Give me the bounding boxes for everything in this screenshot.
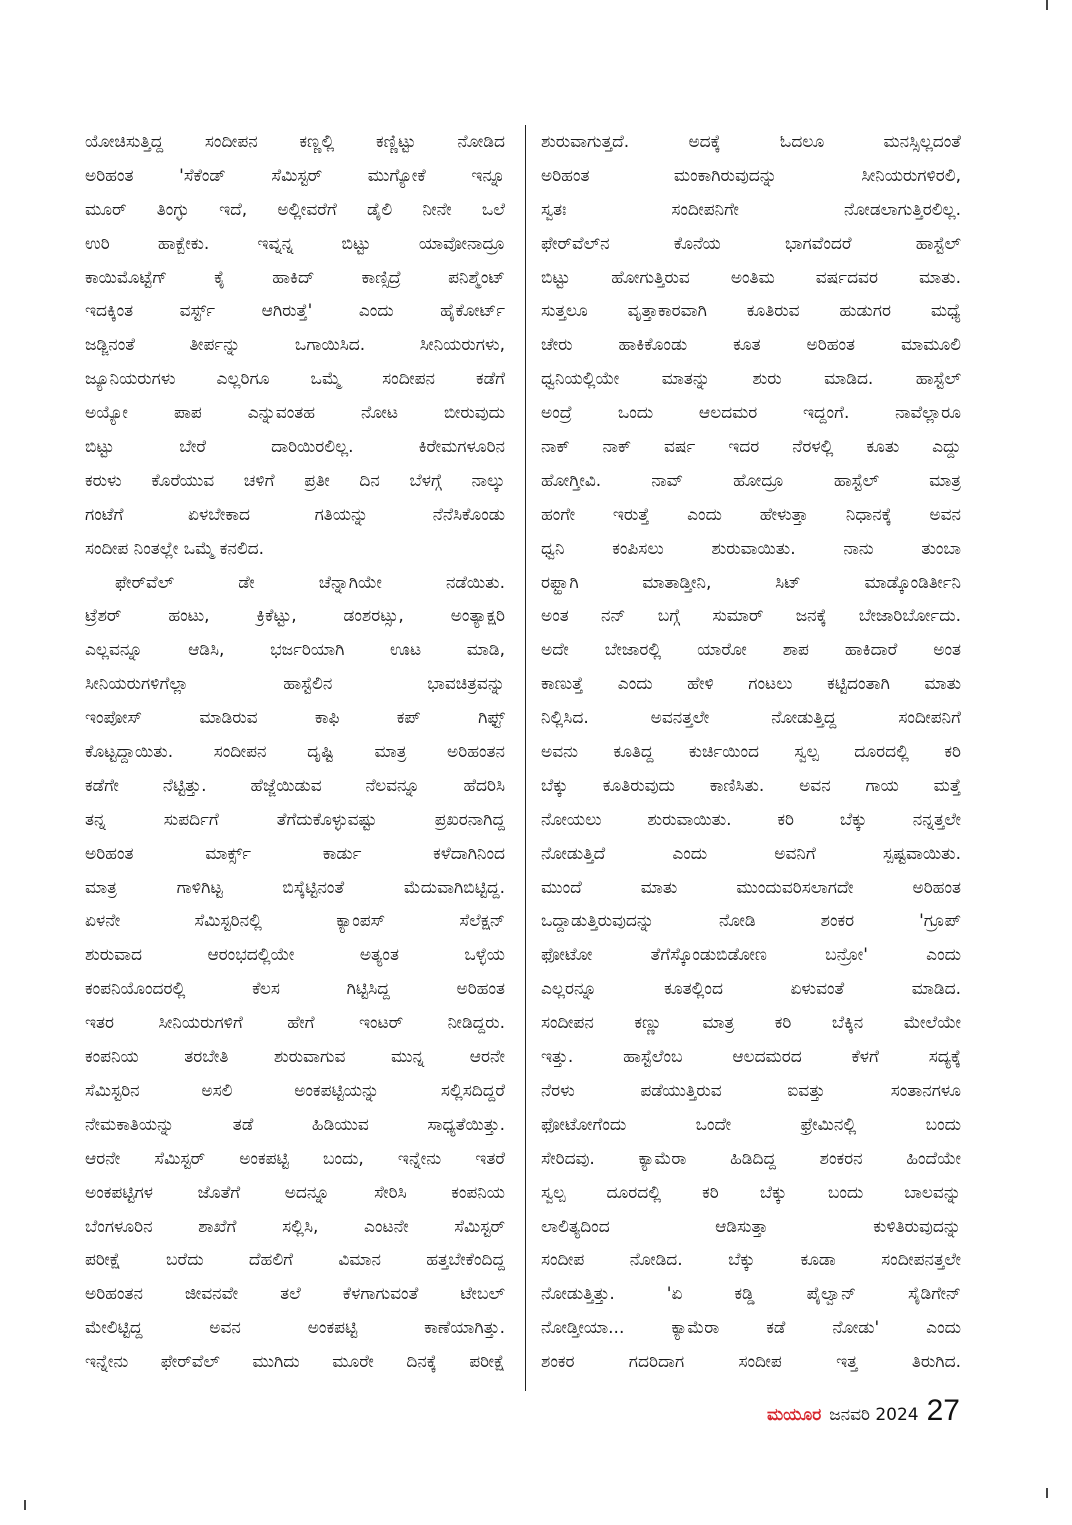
text-line: ಶಂಕರ ಗದರಿದಾಗ ಸಂದೀಪ ಇತ್ತ ತಿರುಗಿದ. [541,1352,961,1373]
text-line: ಸ್ವಲ್ಪ ದೂರದಲ್ಲಿ ಕರಿ ಬೆಕ್ಕು ಬಂದು ಬಾಲವನ್ನು [541,1182,961,1203]
text-line: ಸಂದೀಪ ನೋಡಿದ. ಬೆಕ್ಕು ಕೂಡಾ ಸಂದೀಪನತ್ತಲೇ [541,1250,961,1271]
right-column [541,126,961,1380]
text-line: ಇತ್ತು. ಹಾಸ್ಟೆಲೆಂಬ ಆಲದಮರದ ಕೆಳಗೆ ಸದ್ಯಕ್ಕೆ [541,1047,961,1068]
text-line: ಇತರ ಸೀನಿಯರುಗಳಿಗೆ ಹೇಗೆ ಇಂಟರ್ ನೀಡಿದ್ದರು. [85,1013,505,1034]
text-line: ಬಿಟ್ಟು ಹೋಗುತ್ತಿರುವ ಅಂತಿಮ ವರ್ಷದವರ ಮಾತು. [541,267,961,288]
text-line: ಅರಿಹಂತ ಮಂಕಾಗಿರುವುದನ್ನು ಸೀನಿಯರುಗಳಿರಲಿ, [541,165,961,186]
text-line: ನೋಡುತ್ತಿತ್ತು. 'ಏ ಕಡ್ಡಿ ಪೈಲ್ವಾನ್ ಸೈಡಿಗೇನ್ [541,1284,961,1305]
text-line: ನೋಡುತ್ತಿದೆ ಎಂದು ಅವನಿಗೆ ಸ್ಪಷ್ಟವಾಯಿತು. [541,843,961,864]
text-line: ಕಂಪನಿಯೊಂದರಲ್ಲಿ ಕೆಲಸ ಗಿಟ್ಟಿಸಿದ್ದ ಅರಿಹಂತ [85,979,505,1000]
text-line: ಕಂಪನಿಯ ತರಬೇತಿ ಶುರುವಾಗುವ ಮುನ್ನ ಆರನೇ [85,1047,505,1068]
text-line: ಇಂಪೋಸ್ ಮಾಡಿರುವ ಕಾಫಿ ಕಪ್ ಗಿಫ್ಟ್ [85,708,505,729]
text-line: ಸಂದೀಪ ನಿಂತಲ್ಲೇ ಒಮ್ಮೆ ಕನಲಿದ. [85,538,265,559]
text-line: ಅಂಕಪಟ್ಟಿಗಳ ಜೊತೆಗೆ ಅದನ್ನೂ ಸೇರಿಸಿ ಕಂಪನಿಯ [85,1182,505,1203]
text-line: ಸ್ವತಃ ಸಂದೀಪನಿಗೇ ನೋಡಲಾಗುತ್ತಿರಲಿಲ್ಲ. [541,199,961,220]
text-line: ಅಂದ್ರೆ ಒಂದು ಆಲದಮರ ಇದ್ದಂಗೆ. ನಾವೆಲ್ಲಾರೂ [541,403,961,424]
text-line: ಫೇರ್‌ವೆಲ್‌ನ ಕೊನೆಯ ಭಾಗವೆಂದರೆ ಹಾಸ್ಟೆಲ್ [541,233,961,254]
text-line: ಮೂರ್ ತಿಂಗ್ಳು ಇದೆ, ಅಲ್ಲೀವರೆಗೆ ಡೈಲಿ ನೀನೇ ಒಲೆ [85,199,505,220]
text-line: ಎಲ್ಲರನ್ನೂ ಕೂತಲ್ಲಿಂದ ಏಳುವಂತೆ ಮಾಡಿದ. [541,979,961,1000]
text-line: ಕೊಟ್ಟದ್ದಾಯಿತು. ಸಂದೀಪನ ದೃಷ್ಟಿ ಮಾತ್ರ ಅರಿಹಂತನ [85,742,505,763]
text-line: ಕಡೆಗೇ ನೆಟ್ಟಿತ್ತು. ಹೆಜ್ಜೆಯಿಡುವ ನೆಲವನ್ನೂ ಹೆದರಿಸಿ [85,775,505,796]
text-line: ನೇಮಕಾತಿಯನ್ನು ತಡೆ ಹಿಡಿಯುವ ಸಾಧ್ಯತೆಯಿತ್ತು. [85,1114,505,1135]
text-line: ಟ್ರೆಶರ್ ಹಂಟು, ಕ್ರಿಕೆಟ್ಟು, ಡಂಶರಟ್ಸು, ಅಂತ್ಯಾಕ್ಷರಿ [85,606,505,627]
text-line: ಅಯ್ಯೋ ಪಾಪ ಎನ್ನುವಂತಹ ನೋಟ ಬೀರುವುದು [85,403,505,424]
text-line: ತನ್ನ ಸುಪರ್ದಿಗೆ ತೆಗೆದುಕೊಳ್ಳುವಷ್ಟು ಪ್ರಖರನಾಗಿದ್ದ [85,809,505,830]
text-line: ಇನ್ನೇನು ಫೇರ್‌ವೆಲ್ ಮುಗಿದು ಮೂರೇ ದಿನಕ್ಕೆ ಪರೀಕ್ಷೆ [85,1352,505,1373]
crop-mark-bottom-left [24,1500,26,1510]
text-line: ಹಂಗೇ ಇರುತ್ತೆ ಎಂದು ಹೇಳುತ್ತಾ ನಿಧಾನಕ್ಕೆ ಅವನ [541,504,961,525]
text-line: ಅರಿಹಂತ 'ಸೆಕೆಂಡ್ ಸೆಮಿಸ್ಟರ್ ಮುಗ್ಯೋಕೆ ಇನ್ನೂ [85,165,505,186]
text-line: ಅದೇ ಬೇಜಾರಲ್ಲಿ ಯಾರೋ ಶಾಪ ಹಾಕಿದಾರೆ ಅಂತ [541,640,961,661]
text-line: ಸಂದೀಪನ ಕಣ್ಣು ಮಾತ್ರ ಕರಿ ಬೆಕ್ಕಿನ ಮೇಲೆಯೇ [541,1013,961,1034]
text-line: ಆರನೇ ಸೆಮಿಸ್ಟರ್ ಅಂಕಪಟ್ಟಿ ಬಂದು, ಇನ್ನೇನು ಇತರೆ [85,1148,505,1169]
text-line: ಜ್ಯೂನಿಯರುಗಳು ಎಲ್ಲರಿಗೂ ಒಮ್ಮೆ ಸಂದೀಪನ ಕಡೆಗೆ [85,369,505,390]
text-line: ಗಂಟೆಗೆ ಏಳಬೇಕಾದ ಗತಿಯನ್ನು ನೆನೆಸಿಕೊಂಡು [85,504,505,525]
text-line: ಕಾಣುತ್ತೆ ಎಂದು ಹೇಳಿ ಗಂಟಲು ಕಟ್ಟಿದಂತಾಗಿ ಮಾತು [541,674,961,695]
text-line: ಚೇರು ಹಾಕಿಕೊಂಡು ಕೂತ ಅರಿಹಂತ ಮಾಮೂಲಿ [541,335,961,356]
text-line: ಅವನು ಕೂತಿದ್ದ ಕುರ್ಚಿಯಿಂದ ಸ್ವಲ್ಪ ದೂರದಲ್ಲಿ ಕರಿ [541,742,961,763]
crop-mark-bottom-right [1046,1488,1048,1498]
text-line: ಹೋಗ್ತೀವಿ. ನಾವ್ ಹೋದ್ರೂ ಹಾಸ್ಟೆಲ್ ಮಾತ್ರ [541,470,961,491]
text-line: ಅರಿಹಂತನ ಜೀವನವೇ ತಲೆ ಕೆಳಗಾಗುವಂತೆ ಟೇಬಲ್ [85,1284,505,1305]
text-line: ಶುರುವಾಗುತ್ತದೆ. ಅದಕ್ಕೆ ಓದಲೂ ಮನಸ್ಸಿಲ್ಲದಂತೆ [541,132,961,152]
text-line: ಧ್ವನಿಯಲ್ಲಿಯೇ ಮಾತನ್ನು ಶುರು ಮಾಡಿದ. ಹಾಸ್ಟೆಲ್ [541,369,961,390]
text-line: ಎಲ್ಲವನ್ನೂ ಆಡಿಸಿ, ಭರ್ಜರಿಯಾಗಿ ಊಟ ಮಾಡಿ, [85,640,505,661]
text-line: ಸೇರಿದವು. ಕ್ಯಾಮೆರಾ ಹಿಡಿದಿದ್ದ ಶಂಕರನ ಹಿಂದೆಯೇ [541,1148,961,1169]
text-line: ಬಿಟ್ಟು ಬೇರೆ ದಾರಿಯಿರಲಿಲ್ಲ. ಕಿರೇಮಗಳೂರಿನ [85,437,505,458]
text-line: ಮುಂದೆ ಮಾತು ಮುಂದುವರಿಸಲಾಗದೇ ಅರಿಹಂತ [541,877,961,898]
text-line: ಇದಕ್ಕಿಂತ ವರ್ಸ್ಟ್ ಆಗಿರುತ್ತೆ' ಎಂದು ಹೈಕೋರ್ಟ್ [85,301,505,322]
text-line: ಸೀನಿಯರುಗಳಿಗೆಲ್ಲಾ ಹಾಸ್ಟೆಲಿನ ಭಾವಚಿತ್ರವನ್ನು [85,674,505,695]
text-line: ಮೇಲಿಟ್ಟಿದ್ದ ಅವನ ಅಂಕಪಟ್ಟಿ ಕಾಣೆಯಾಗಿತ್ತು. [85,1318,505,1339]
text-line: ನೋಯಲು ಶುರುವಾಯಿತು. ಕರಿ ಬೆಕ್ಕು ನನ್ನತ್ತಲೇ [541,809,961,830]
text-line: ಫೋಟೋಗೆಂದು ಒಂದೇ ಫ್ರೇಮಿನಲ್ಲಿ ಬಂದು [541,1114,961,1135]
text-line: ಫೋಟೋ ತೆಗೆಸ್ಕೊಂಡುಬಿಡೋಣ ಬನ್ರೋ' ಎಂದು [541,945,961,966]
text-line: ಅರಿಹಂತ ಮಾರ್ಕ್ಸ್ ಕಾರ್ಡು ಕಳೆದಾಗಿನಿಂದ [85,843,505,864]
text-line: ರಫ್ಹಾಗಿ ಮಾತಾಡ್ತೀನಿ, ಸಿಟ್ ಮಾಡ್ಕೊಂಡಿರ್ತೀನಿ [541,572,961,593]
left-column [85,126,505,1380]
text-line: ಧ್ವನಿ ಕಂಪಿಸಲು ಶುರುವಾಯಿತು. ನಾನು ತುಂಬಾ [541,538,961,559]
text-line: ನೆರಳು ಪಡೆಯುತ್ತಿರುವ ಐವತ್ತು ಸಂತಾನಗಳೂ [541,1080,961,1101]
text-line: ಸೆಮಿಸ್ಟರಿನ ಅಸಲಿ ಅಂಕಪಟ್ಟಿಯನ್ನು ಸಲ್ಲಿಸದಿದ್ದರೆ [85,1080,505,1101]
text-line: ಫೇರ್‌ವೆಲ್ ಡೇ ಚೆನ್ನಾಗಿಯೇ ನಡೆಯಿತು. [115,572,505,593]
text-line: ನಿಲ್ಲಿಸಿದ. ಅವನತ್ತಲೇ ನೋಡುತ್ತಿದ್ದ ಸಂದೀಪನಿಗೆ [541,708,961,729]
text-line: ಪರೀಕ್ಷೆ ಬರೆದು ದೆಹಲಿಗೆ ವಿಮಾನ ಹತ್ತಬೇಕೆಂದಿದ್ದ [85,1250,505,1271]
text-line: ಕರುಳು ಕೊರೆಯುವ ಚಳಿಗೆ ಪ್ರತೀ ದಿನ ಬೆಳಗ್ಗೆ ನಾಲ್ಕು [85,470,505,491]
text-line: ಉರಿ ಹಾಕ್ಬೇಕು. ಇವ್ನನ್ನ ಬಿಟ್ಟು ಯಾವೋನಾದ್ರೂ [85,233,505,254]
magazine-name: ಮಯೂರ [766,1405,822,1425]
text-line: ಜಡ್ಜಿನಂತೆ ತೀರ್ಪನ್ನು ಒಗಾಯಿಸಿದ. ಸೀನಿಯರುಗಳು, [85,335,505,356]
text-line: ಬೆಕ್ಕು ಕೂತಿರುವುದು ಕಾಣಿಸಿತು. ಅವನ ಗಾಯ ಮತ್ತೆ [541,775,961,796]
column-divider [525,125,526,1391]
page-footer [767,1394,960,1428]
text-line: ನೋಡ್ತೀಯಾ... ಕ್ಯಾಮೆರಾ ಕಡೆ ನೋಡು' ಎಂದು [541,1318,961,1339]
text-line: ಬೆಂಗಳೂರಿನ ಶಾಖೆಗೆ ಸಲ್ಲಿಸಿ, ಎಂಟನೇ ಸೆಮಿಸ್ಟರ್ [85,1216,505,1237]
text-line: ಸುತ್ತಲೂ ವೃತ್ತಾಕಾರವಾಗಿ ಕೂತಿರುವ ಹುಡುಗರ ಮಧ್ಯೆ [541,301,961,322]
page-number: 27 [926,1394,960,1427]
text-line: ಕಾಯಿಮೊಟ್ಟೆಗ್ ಕೈ ಹಾಕಿದ್ ಕಾಣ್ಸಿದ್ರೆ ಪನಿಶ್ಮೆಂಟ್ [85,267,505,288]
text-line: ನಾಕ್ ನಾಕ್ ವರ್ಷ ಇದರ ನೆರಳಲ್ಲಿ ಕೂತು ಎದ್ದು [541,437,961,458]
text-line: ಏಳನೇ ಸೆಮಿಸ್ಟರಿನಲ್ಲಿ ಕ್ಯಾಂಪಸ್ ಸೆಲೆಕ್ಷನ್ [85,911,505,932]
text-line: ಲಾಲಿತ್ಯದಿಂದ ಆಡಿಸುತ್ತಾ ಕುಳಿತಿರುವುದನ್ನು [541,1216,961,1237]
crop-mark-top-right [1046,0,1048,10]
text-line: ಶುರುವಾದ ಆರಂಭದಲ್ಲಿಯೇ ಅತ್ಯಂತ ಒಳ್ಳೆಯ [85,945,505,966]
text-line: ಅಂತ ನನ್ ಬಗ್ಗೆ ಸುಮಾರ್ ಜನಕ್ಕೆ ಬೇಜಾರಿರ್ಬೋದು. [541,606,961,627]
text-line: ಯೋಚಿಸುತ್ತಿದ್ದ ಸಂದೀಪನ ಕಣ್ಣಲ್ಲಿ ಕಣ್ಣಿಟ್ಟು ನೋಡಿದ [85,132,505,152]
text-line: ಮಾತ್ರ ಗಾಳಿಗಿಟ್ಟ ಬಿಸ್ಕೆಟ್ಟಿನಂತೆ ಮೆದುವಾಗಿಬಿಟ್ಟಿದ್ದ. [85,877,505,898]
issue-date: ಜನವರಿ 2024 [829,1405,919,1425]
text-line: ಒದ್ದಾಡುತ್ತಿರುವುದನ್ನು ನೋಡಿ ಶಂಕರ 'ಗ್ರೂಪ್ [541,911,961,932]
